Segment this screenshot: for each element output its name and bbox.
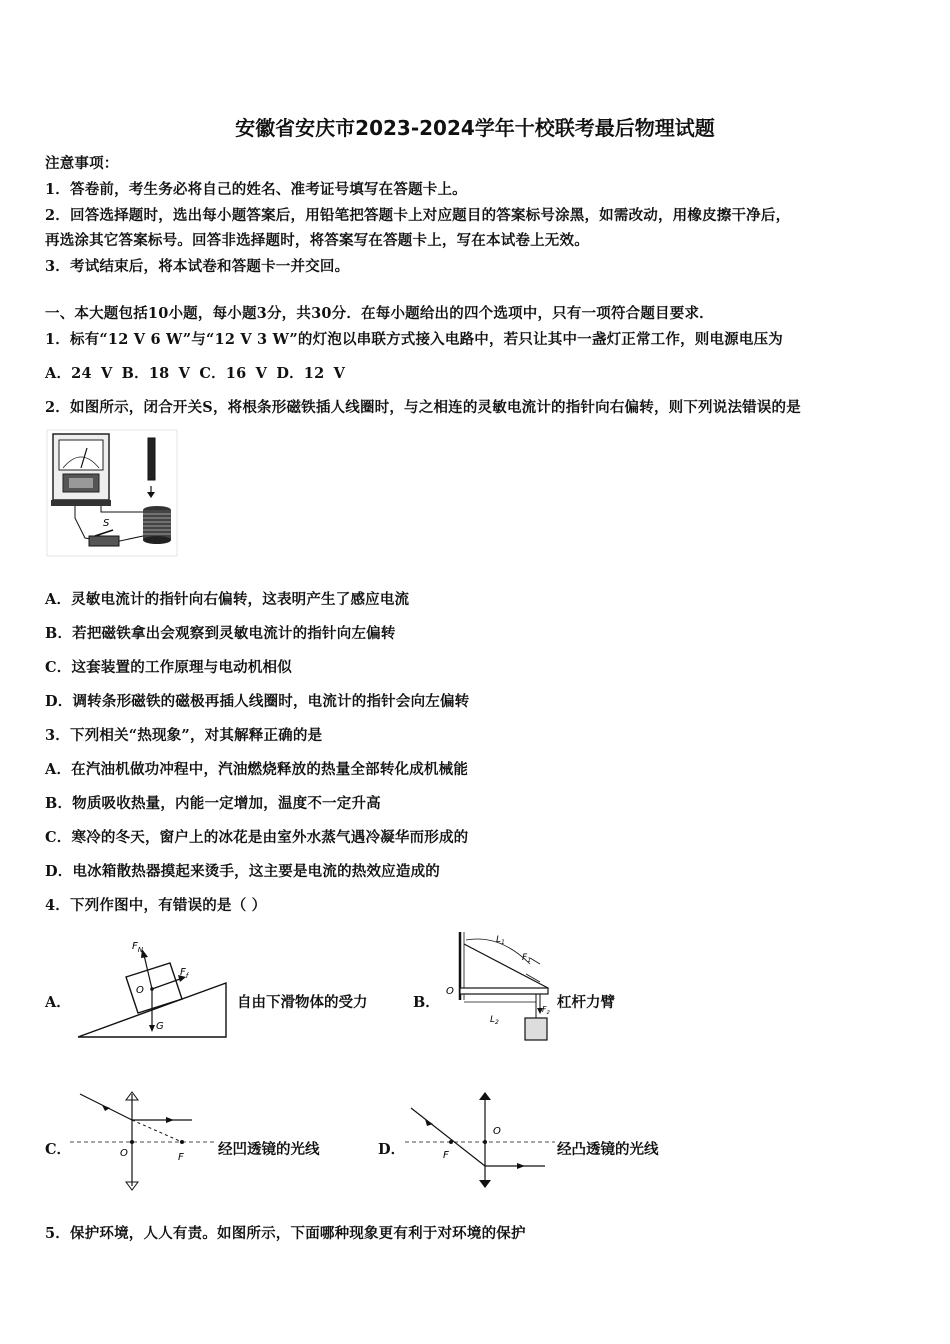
optical-center-label: O <box>120 1148 128 1159</box>
question-3-stem: 3．下列相关“热现象”，对其解释正确的是 <box>45 727 323 744</box>
focus-label: F <box>443 1150 449 1161</box>
l2-label: $L_2$ <box>490 1015 499 1026</box>
optical-center-label: O <box>493 1126 501 1137</box>
fulcrum-label: O <box>446 986 454 997</box>
option-label: D． <box>378 1141 406 1158</box>
question-1-options: A．24 V B．18 V C．16 V D．12 V <box>45 365 346 382</box>
switch-label: S <box>103 518 110 529</box>
convex-lens-figure <box>405 1088 555 1192</box>
question-3-option: B．物质吸收热量，内能一定增加，温度不一定升高 <box>45 795 381 812</box>
galvanometer-coil-figure <box>45 428 185 558</box>
question-3-option: D．电冰箱散热器摸起来烫手，这主要是电流的热效应造成的 <box>45 863 440 880</box>
notice-item: 3．考试结束后，将本试卷和答题卡一并交回。 <box>45 258 350 275</box>
lever-arm-figure <box>440 928 555 1046</box>
option-label: C． <box>45 1141 72 1158</box>
question-2-stem: 2．如图所示，闭合开关S，将根条形磁铁插人线圈时，与之相连的灵敏电流计的指针向右偏转，则下列说法错误的是 <box>45 399 801 416</box>
normal-force-label: $F_N$ <box>132 941 144 954</box>
notice-item: 2．回答选择题时，选出每小题答案后，用铅笔把答题卡上对应题目的答案标号涂黑，如需改动，用橡皮擦干净后， <box>45 207 791 224</box>
question-2-option: D．调转条形磁铁的磁极再插人线圈时，电流计的指针会向左偏转 <box>45 693 470 710</box>
page-title: 安徽省安庆市2023-2024学年十校联考最后物理试题 <box>235 116 715 140</box>
question-5-stem: 5．保护环境，人人有责。如图所示，下面哪种现象更有利于对环境的保护 <box>45 1225 526 1242</box>
gravity-label: G <box>156 1021 164 1032</box>
section-heading: 一、本大题包括10小题，每小题3分，共30分．在每小题给出的四个选项中，只有一项符合题目要求． <box>45 305 714 322</box>
incline-force-figure <box>72 935 232 1045</box>
question-3-option: C．寒冷的冬天，窗户上的冰花是由室外水蒸气遇冷凝华而形成的 <box>45 829 469 846</box>
question-2-option: C．这套装置的工作原理与电动机相似 <box>45 659 292 676</box>
notice-item: 再选涂其它答案标号。回答非选择题时，将答案写在答题卡上，写在本试卷上无效。 <box>45 232 589 249</box>
question-2-option: B．若把磁铁拿出会观察到灵敏电流计的指针向左偏转 <box>45 625 396 642</box>
question-1-stem: 1．标有“12 V 6 W”与“12 V 3 W”的灯泡以串联方式接入电路中，若只让其中一盏灯正常工作，则电源电压为 <box>45 331 783 348</box>
focus-label: F <box>178 1152 184 1163</box>
option-label: A． <box>45 994 71 1011</box>
f2-label: $F_2$ <box>542 1005 550 1016</box>
notice-item: 1．答卷前，考生务必将自己的姓名、准考证号填写在答题卡上。 <box>45 181 467 198</box>
friction-force-label: $F_f$ <box>180 967 189 980</box>
figure-caption: 杠杆力臂 <box>557 994 615 1011</box>
question-4-stem: 4．下列作图中，有错误的是（ ） <box>45 897 267 914</box>
l1-label: $L_1$ <box>496 935 505 946</box>
center-label: O <box>136 985 144 996</box>
figure-caption: 经凹透镜的光线 <box>218 1141 320 1158</box>
question-3-option: A．在汽油机做功冲程中，汽油燃烧释放的热量全部转化成机械能 <box>45 761 469 778</box>
figure-caption: 经凸透镜的光线 <box>557 1141 659 1158</box>
concave-lens-figure <box>70 1088 215 1192</box>
question-2-option: A．灵敏电流计的指针向右偏转，这表明产生了感应电流 <box>45 591 410 608</box>
figure-caption: 自由下滑物体的受力 <box>237 994 368 1011</box>
notice-heading: 注意事项： <box>45 155 119 172</box>
f1-label: $F_1$ <box>522 953 532 964</box>
option-label: B． <box>413 994 440 1011</box>
